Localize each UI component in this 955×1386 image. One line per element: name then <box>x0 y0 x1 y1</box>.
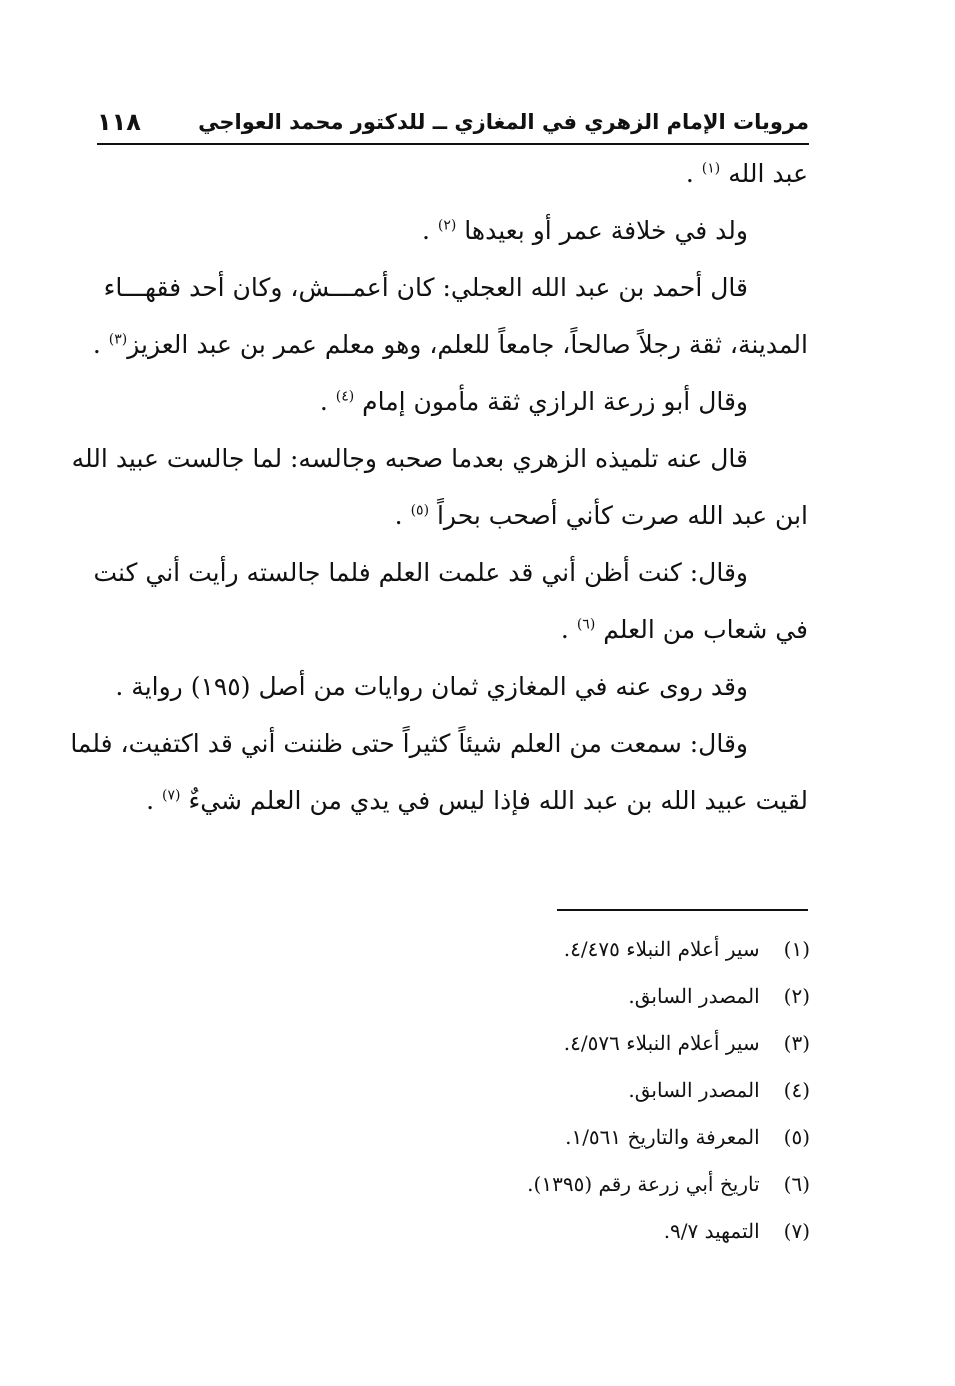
header-title: مرويات الإمام الزهري في المغازي ــ للدكتور محمد العواجي <box>198 110 809 134</box>
footnote-number: (١) <box>783 937 810 961</box>
footnote-text: التمهيد ٩/٧. <box>663 1219 760 1243</box>
line-end: . <box>685 159 694 188</box>
line-text: ابن عبد الله صرت كأني أصحب بحراً <box>436 501 808 530</box>
footnote-text: سير أعلام النبلاء ٤/٥٧٦. <box>563 1031 760 1055</box>
line-text: وقال أبو زرعة الرازي ثقة مأمون إمام <box>362 387 748 416</box>
line-end: . <box>319 387 328 416</box>
footnote-text: سير أعلام النبلاء ٤/٤٧٥. <box>563 937 760 961</box>
footnote-ref: (٥) <box>410 502 430 519</box>
text-line <box>93 544 808 601</box>
footnote-ref: (١) <box>701 160 721 177</box>
page-number: ١١٨ <box>97 108 141 136</box>
line-end: . <box>92 330 101 359</box>
footnote-text: المصدر السابق. <box>628 984 760 1008</box>
main-text <box>70 145 808 829</box>
footnote-text: المصدر السابق. <box>628 1078 760 1102</box>
footnote-number: (٧) <box>783 1219 810 1243</box>
footnote-text: تاريخ أبي زرعة رقم (١٣٩٥). <box>527 1172 760 1196</box>
running-header <box>97 106 809 142</box>
text-line <box>98 487 808 544</box>
line-end: . <box>394 501 403 530</box>
line-text: وقال: كنت أظن أني قد علمت العلم فلما جالسته رأيت أني كنت <box>93 558 748 587</box>
footnote <box>400 1020 810 1067</box>
text-line <box>92 316 808 373</box>
text-line <box>70 715 808 772</box>
footnote-ref: (٣) <box>108 331 128 348</box>
line-text: وقال: سمعت من العلم شيئاً كثيراً حتى ظننت أني قد اكتفيت، فلما <box>70 729 748 758</box>
footnote-text: المعرفة والتاريخ ١/٥٦١. <box>565 1125 760 1149</box>
footnote <box>400 1161 810 1208</box>
line-text: في شعاب من العلم <box>603 615 808 644</box>
line-text: ولد في خلافة عمر أو بعيدها <box>464 216 748 245</box>
footnote-number: (٥) <box>783 1125 810 1149</box>
footnote-number: (٣) <box>783 1031 810 1055</box>
footnote <box>400 1208 810 1255</box>
footnote-number: (٢) <box>783 984 810 1008</box>
footnote <box>400 1067 810 1114</box>
text-line <box>98 145 808 202</box>
text-line <box>98 373 808 430</box>
footnote <box>400 1114 810 1161</box>
footnote-ref: (٤) <box>335 388 355 405</box>
footnote-number: (٦) <box>783 1172 810 1196</box>
text-line <box>98 202 808 259</box>
footnote-number: (٤) <box>783 1078 810 1102</box>
line-end: . <box>146 786 155 815</box>
line-text: عبد الله <box>728 159 808 188</box>
line-end: . <box>560 615 569 644</box>
footnote-ref: (٢) <box>437 217 457 234</box>
text-line <box>98 259 808 316</box>
line-text: قال أحمد بن عبد الله العجلي: كان أعمـــش، وكان أحد فقهـــاء <box>103 273 748 302</box>
text-line <box>98 601 808 658</box>
footnote <box>400 926 810 973</box>
line-text: لقيت عبيد الله بن عبد الله فإذا ليس في يدي من العلم شيءٌ <box>188 786 808 815</box>
footnote <box>400 973 810 1020</box>
text-line <box>98 772 808 829</box>
line-text: المدينة، ثقة رجلاً صالحاً، جامعاً للعلم، وهو معلم عمر بن عبد العزيز <box>127 330 808 359</box>
text-line <box>98 658 808 715</box>
line-text: وقد روى عنه في المغازي ثمان روايات من أصل (١٩٥) رواية . <box>115 672 748 701</box>
text-line <box>71 430 808 487</box>
line-end: . <box>421 216 430 245</box>
footnotes <box>400 926 810 1255</box>
footnote-rule <box>557 909 808 911</box>
footnote-ref: (٦) <box>576 616 596 633</box>
line-text: قال عنه تلميذه الزهري بعدما صحبه وجالسه: لما جالست عبيد الله <box>71 444 748 473</box>
footnote-ref: (٧) <box>162 787 181 804</box>
